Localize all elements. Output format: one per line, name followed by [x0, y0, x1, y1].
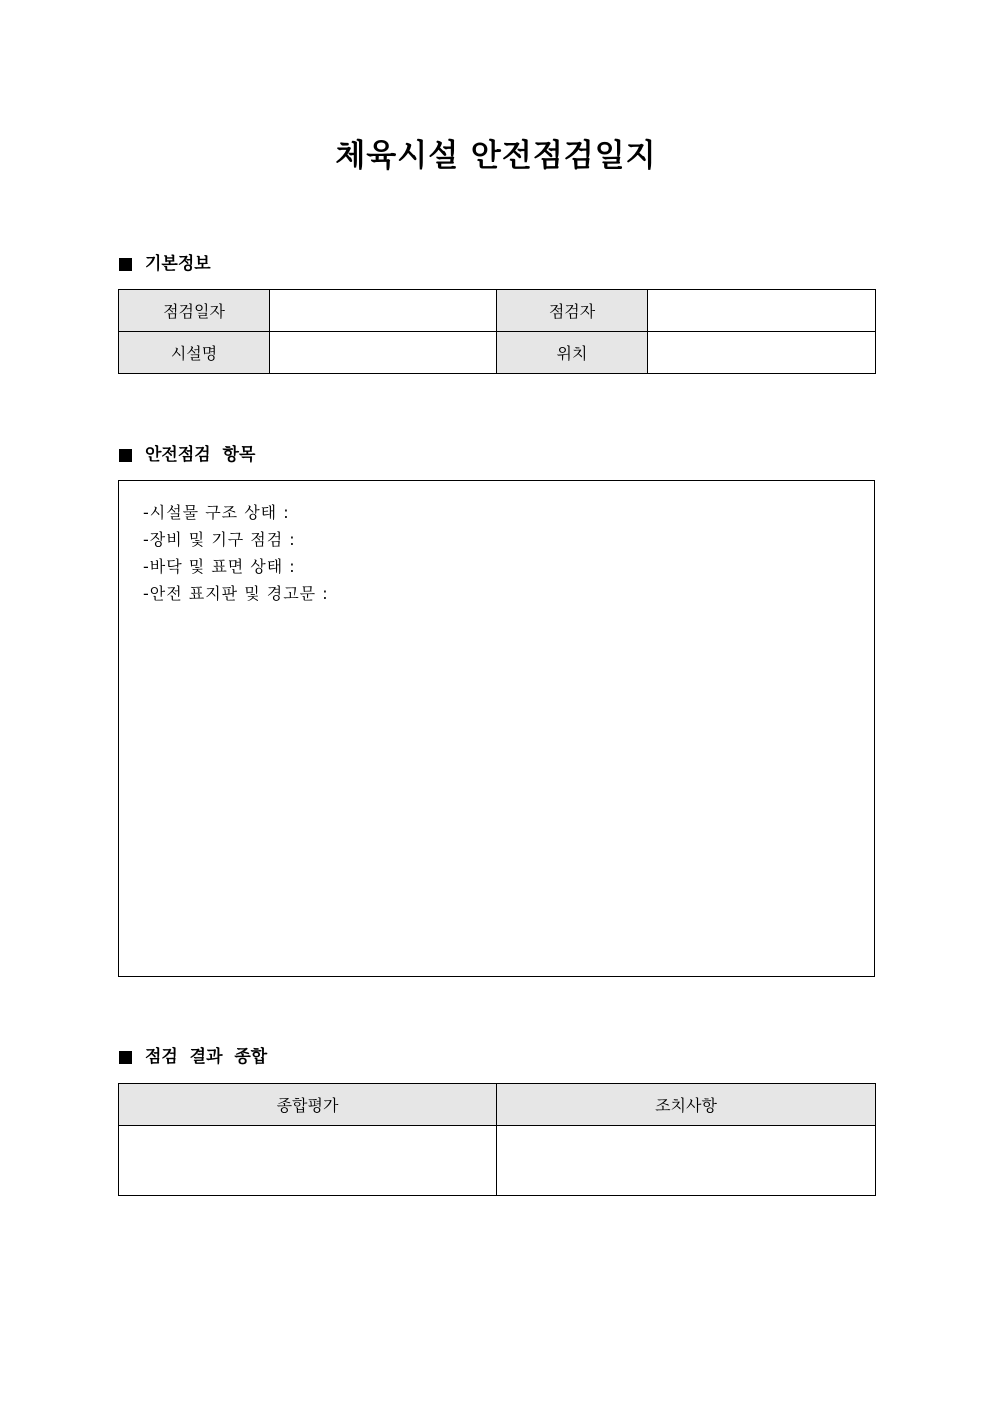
list-item: -장비 및 기구 점검 :: [143, 530, 296, 549]
safety-items-box[interactable]: [118, 480, 875, 977]
summary-header-row: [119, 1084, 876, 1126]
location-label: 위치: [497, 332, 648, 374]
basic-info-row: [119, 332, 876, 374]
black-square-icon: [119, 258, 132, 271]
list-item: -안전 표지판 및 경고문 :: [143, 584, 329, 603]
inspector-label: 점검자: [497, 290, 648, 332]
basic-info-table: [118, 289, 876, 374]
inspector-field[interactable]: [648, 290, 876, 332]
list-item: -바닥 및 표면 상태 :: [143, 557, 296, 576]
overall-evaluation-header: 종합평가: [119, 1084, 497, 1126]
action-taken-field[interactable]: [497, 1126, 876, 1196]
inspection-date-field[interactable]: [270, 290, 497, 332]
facility-name-label: 시설명: [119, 332, 270, 374]
result-summary-heading: [119, 1045, 267, 1069]
summary-value-row: [119, 1126, 876, 1196]
black-square-icon: [119, 449, 132, 462]
safety-items-heading-text: 안전점검 항목: [145, 445, 256, 465]
basic-info-row: [119, 290, 876, 332]
page-title: 체육시설 안전점검일지: [335, 138, 657, 174]
facility-name-field[interactable]: [270, 332, 497, 374]
safety-items-list: [143, 499, 329, 607]
black-square-icon: [119, 1051, 132, 1064]
safety-items-heading: [119, 443, 255, 467]
basic-info-heading-text: 기본정보: [145, 254, 211, 274]
action-taken-header: 조치사항: [497, 1084, 876, 1126]
result-summary-table: [118, 1083, 876, 1196]
location-field[interactable]: [648, 332, 876, 374]
list-item: -시설물 구조 상태 :: [143, 503, 290, 522]
overall-evaluation-field[interactable]: [119, 1126, 497, 1196]
basic-info-heading: [119, 252, 211, 276]
result-summary-heading-text: 점검 결과 종합: [145, 1047, 268, 1067]
inspection-date-label: 점검일자: [119, 290, 270, 332]
